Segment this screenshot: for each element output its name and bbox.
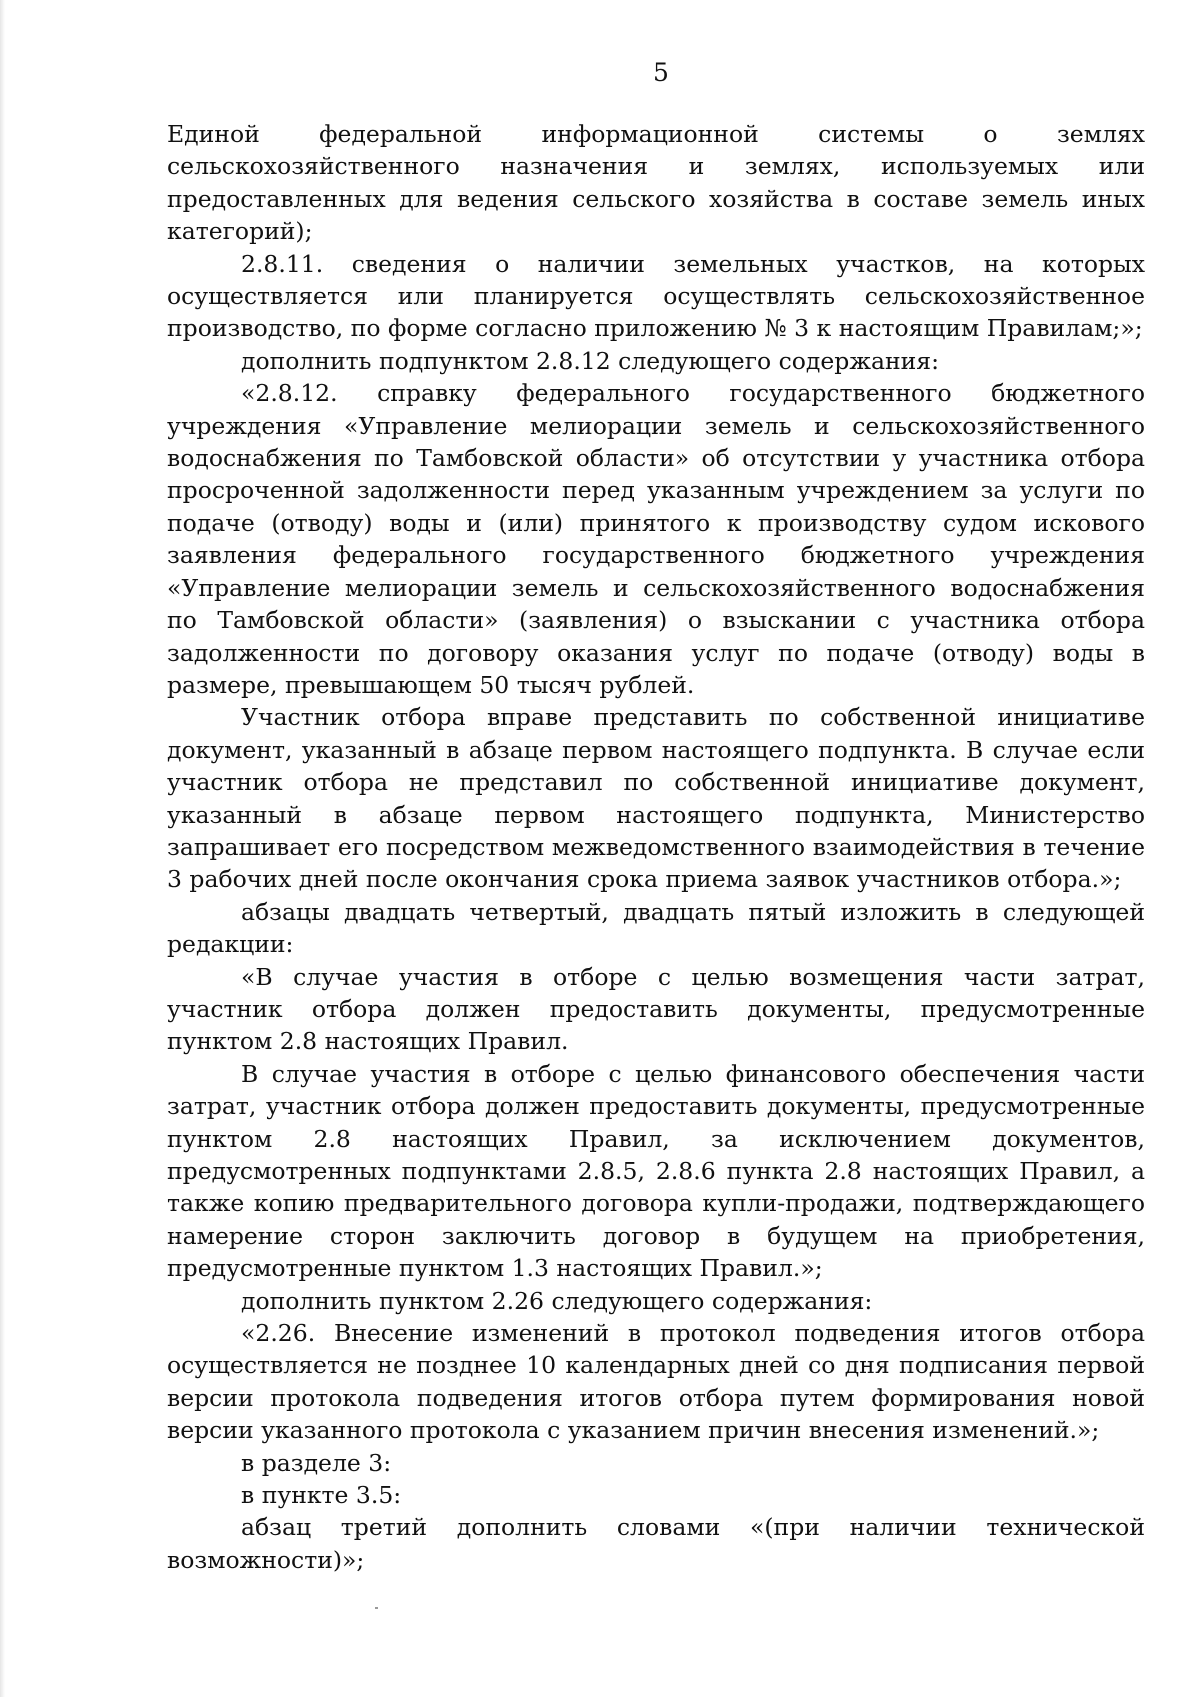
paragraph-2-8-11: 2.8.11. сведения о наличии земельных участков, на которых осуществляется или планируется осуществлять сельскохозяйственное производство, по форме согласно приложению № 3 к настоящим Правилам;»; — [167, 249, 1145, 343]
document-body — [167, 118, 1145, 1576]
paragraph-abzac-tretiy: абзац третий дополнить словами «(при наличии технической возможности)»; — [167, 1513, 1145, 1574]
paragraph-section-3: в разделе 3: — [241, 1448, 392, 1477]
paragraph-point-3-5: в пункте 3.5: — [241, 1481, 402, 1510]
page-number: 5 — [653, 58, 669, 87]
paragraph-add-2-8-12: дополнить подпунктом 2.8.12 следующего содержания: — [241, 346, 940, 375]
paragraph-continuation: Единой федеральной информационной системы о землях сельскохозяйственного назначения и землях, используемых или предоставленных для ведения сельского хозяйства в составе земель иных категорий); — [167, 120, 1145, 246]
paragraph-add-2-26: дополнить пунктом 2.26 следующего содержания: — [241, 1286, 873, 1315]
paragraph-compensation: «В случае участия в отборе с целью возмещения части затрат, участник отбора должен предоставить документы, предусмотренные пунктом 2.8 настоящих Правил. — [167, 962, 1145, 1056]
paragraph-2-8-12: «2.8.12. справку федерального государственного бюджетного учреждения «Управление мелиорации земель и сельскохозяйственного водоснабжения по Тамбовской области» об отсутствии у участника отбора просроченной задолженности перед указанным учреждением за услуги по подаче (отводу) воды и (или) принятого к производству судом искового заявления федерального государственного бюджетного учреждения «Управление мелиорации земель и сельскохозяйственного водоснабжения по Тамбовской области» (заявления) о взыскании с участника отбора задолженности по договору оказания услуг по подаче (отводу) воды в размере, превышающем 50 тысяч рублей. — [167, 379, 1145, 699]
scan-edge — [0, 0, 5, 1697]
paragraph-abzacy-24-25: абзацы двадцать четвертый, двадцать пятый изложить в следующей редакции: — [167, 897, 1145, 959]
paragraph-financial-support: В случае участия в отборе с целью финансового обеспечения части затрат, участник отбора должен предоставить документы, предусмотренные пунктом 2.8 настоящих Правил, за исключением документов, предусмотренных подпунктами 2.8.5, 2.8.6 пункта 2.8 настоящих Правил, а также копию предварительного договора купли-продажи, подтверждающего намерение сторон заключить договор в будущем на приобретения, предусмотренные пунктом 1.3 настоящих Правил.»; — [167, 1059, 1145, 1283]
scan-speck — [375, 1607, 378, 1609]
paragraph-2-26: «2.26. Внесение изменений в протокол подведения итогов отбора осуществляется не позднее 10 календарных дней со дня подписания первой версии протокола подведения итогов отбора путем формирования новой версии указанного протокола с указанием причин внесения изменений.»; — [167, 1319, 1145, 1445]
paragraph-participant-right: Участник отбора вправе представить по собственной инициативе документ, указанный в абзаце первом настоящего подпункта. В случае если участник отбора не представил по собственной инициативе документ, указанный в абзаце первом настоящего подпункта, Министерство запрашивает его посредством межведомственного взаимодействия в течение 3 рабочих дней после окончания срока приема заявок участников отбора.»; — [167, 703, 1145, 894]
